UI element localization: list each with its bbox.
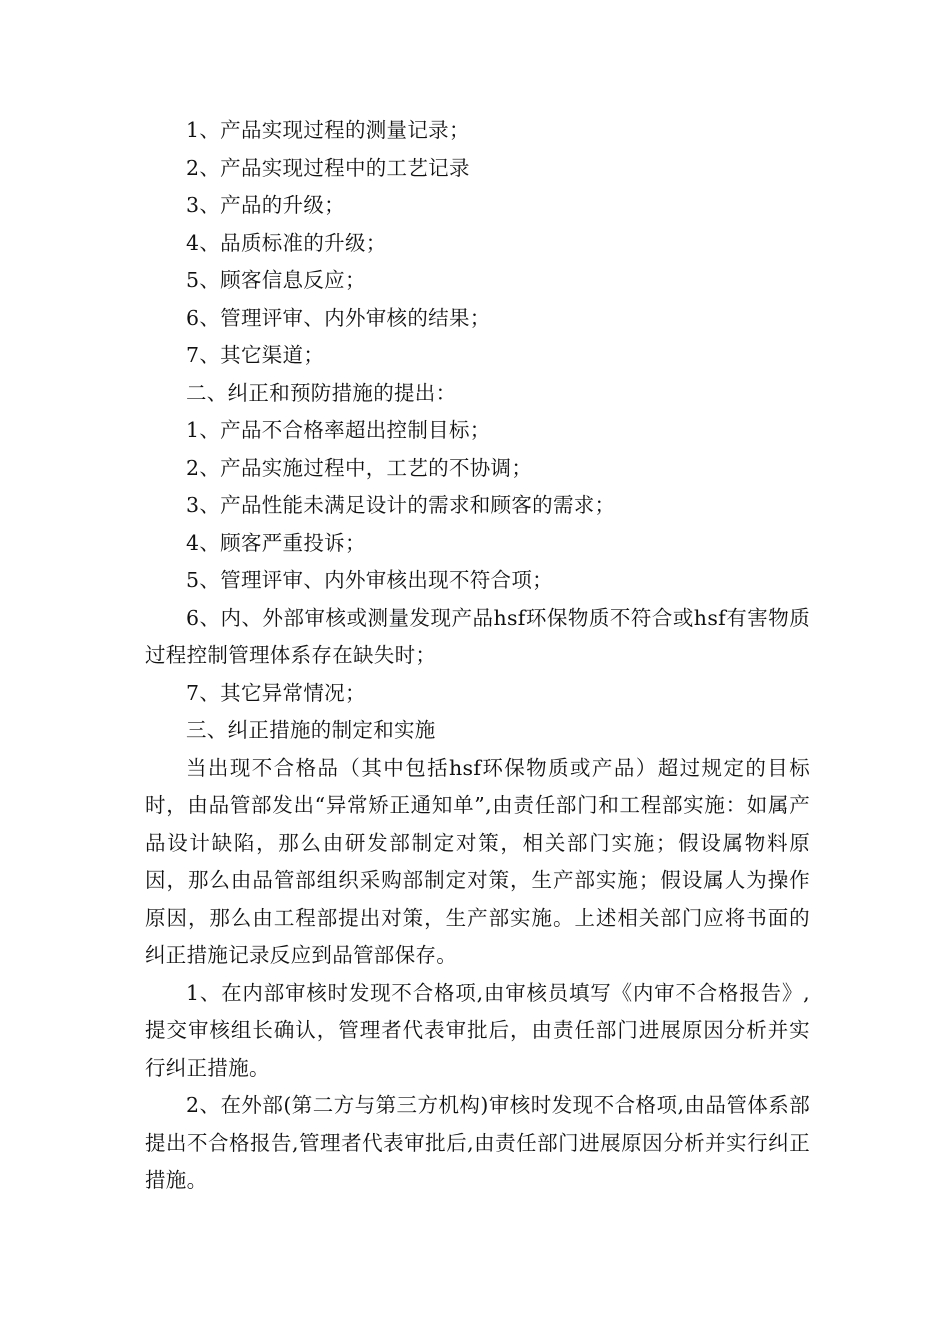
section-heading-2: 二、纠正和预防措施的提出： (186, 380, 457, 405)
list-item-performance-gap: 3、产品性能未满足设计的需求和顾客的需求； (186, 493, 616, 517)
document-body (145, 112, 810, 1200)
list-item-process-mismatch: 2、产品实施过程中，工艺的不协调； (186, 455, 533, 480)
list-item-review-results: 6、管理评审、内外审核的结果； (186, 305, 491, 330)
list-item-process-records: 2、产品实现过程中的工艺记录 (186, 155, 470, 180)
list-item-measurement-records: 1、产品实现过程的测量记录； (186, 118, 470, 142)
body-paragraph-internal-audit: 1、在内部审核时发现不合格项,由审核员填写《内审不合格报告》,提交审核组长确认，管理者代表审批后，由责任部门进展原因分析并实行纠正措施。 (145, 980, 810, 1080)
list-item-other-channels: 7、其它渠道； (186, 343, 325, 367)
section-heading-3: 三、纠正措施的制定和实施 (186, 718, 436, 742)
list-item-customer-complaint: 4、顾客严重投诉； (186, 530, 366, 555)
list-item-customer-feedback: 5、顾客信息反应； (186, 268, 366, 292)
list-item-quality-standard-upgrade: 4、品质标准的升级； (186, 230, 387, 255)
body-paragraph-external-audit: 2、在外部(第二方与第三方机构)审核时发现不合格项,由品管体系部提出不合格报告,管理者代表审批后,由责任部门进展原因分析并实行纠正措施。 (145, 1093, 810, 1192)
body-paragraph-corrective-actions: 当出现不合格品（其中包括hsf环保物质或产品）超过规定的目标时，由品管部发出“异常矫正通知单”,由责任部门和工程部实施：如属产品设计缺陷，那么由研发部制定对策，相关部门实施；假设属物料原因，那么由品管部组织采购部制定对策，生产部实施；假设属人为操作原因，那么由工程部提出对策，生产部实施。上述相关部门应将书面的纠正措施记录反应到品管部保存。 (145, 755, 810, 967)
list-item-other-exceptions: 7、其它异常情况； (186, 680, 366, 705)
list-item-hsf-deficiency: 6、内、外部审核或测量发现产品hsf环保物质不符合或hsf有害物质过程控制管理体系存在缺失时； (145, 605, 810, 667)
list-item-nonconformity: 5、管理评审、内外审核出现不符合项； (186, 568, 553, 592)
list-item-defect-rate: 1、产品不合格率超出控制目标； (186, 418, 491, 442)
list-item-product-upgrade: 3、产品的升级； (186, 193, 345, 217)
